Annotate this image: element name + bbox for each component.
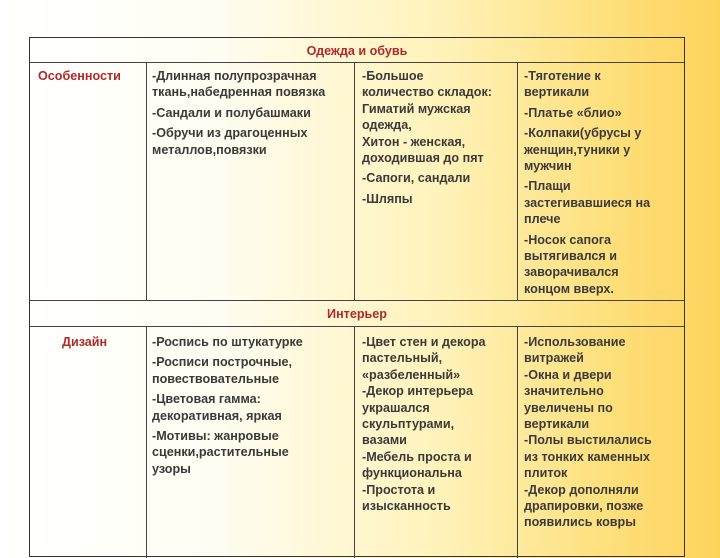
text-line: появились ковры bbox=[524, 515, 636, 530]
divider bbox=[517, 326, 518, 558]
text-line: -Носок сапога bbox=[524, 232, 612, 247]
divider bbox=[30, 300, 684, 301]
text-line: -Длинная полупрозрачная bbox=[152, 69, 317, 83]
text-line: металлов,повязки bbox=[152, 142, 267, 157]
text-line: -Росписи построчные, bbox=[152, 355, 292, 370]
cell-design-col2 bbox=[362, 334, 486, 514]
section-title-interior: Интерьер bbox=[327, 307, 387, 321]
text-line: -Мебель проста и bbox=[362, 449, 472, 464]
text-line: одежда, bbox=[362, 118, 412, 133]
text-line: сценки,растительные bbox=[152, 445, 289, 460]
text-line: -Декор интерьера bbox=[362, 384, 474, 399]
row-label-features: Особенности bbox=[38, 69, 121, 83]
text-line: мужчин bbox=[524, 159, 572, 174]
text-line: ткань,набедренная повязка bbox=[152, 85, 326, 100]
text-line: -Цветовая гамма: bbox=[152, 392, 261, 407]
text-line: значительно bbox=[524, 384, 604, 399]
text-line: количество складок: bbox=[362, 85, 492, 100]
section-title-clothing: Одежда и обувь bbox=[306, 44, 408, 58]
text-line: -Декор дополняли bbox=[524, 482, 639, 497]
text-line: -Платье «блио» bbox=[524, 105, 622, 120]
data-table bbox=[29, 37, 685, 557]
text-line: узоры bbox=[152, 461, 191, 476]
divider bbox=[30, 62, 684, 63]
text-line: -Окна и двери bbox=[524, 367, 612, 382]
text-line: плече bbox=[524, 212, 561, 227]
text-line: -Тяготение к bbox=[524, 69, 601, 83]
text-line: украшался bbox=[362, 400, 430, 415]
text-line: -Цвет стен и декора bbox=[362, 335, 486, 349]
text-line: Хитон - женская, bbox=[362, 134, 466, 149]
text-line: витражей bbox=[524, 351, 584, 366]
divider bbox=[146, 62, 147, 300]
cell-features-col1 bbox=[152, 68, 325, 158]
cell-design-col3 bbox=[524, 334, 652, 531]
text-line: заворачивался bbox=[524, 265, 619, 280]
row-label-design: Дизайн bbox=[62, 335, 108, 349]
text-line: -Использование bbox=[524, 335, 626, 349]
text-line: функциональна bbox=[362, 466, 462, 481]
text-line: пастельный, bbox=[362, 351, 443, 366]
text-line: -Простота и bbox=[362, 482, 436, 497]
text-line: -Сапоги, сандали bbox=[362, 171, 471, 186]
text-line: из тонких каменных bbox=[524, 449, 650, 464]
divider bbox=[354, 62, 355, 300]
text-line: изысканность bbox=[362, 499, 451, 514]
text-line: женщин,туники у bbox=[524, 142, 631, 157]
text-line: Гиматий мужская bbox=[362, 101, 471, 116]
text-line: плиток bbox=[524, 466, 568, 481]
divider bbox=[354, 326, 355, 558]
divider bbox=[146, 326, 147, 558]
text-line: «разбеленный» bbox=[362, 367, 461, 382]
text-line: застегивавшиеся на bbox=[524, 195, 651, 210]
text-line: -Роспись по штукатурке bbox=[152, 335, 303, 349]
cell-design-col1 bbox=[152, 334, 303, 477]
text-line: вытягивался и bbox=[524, 249, 618, 264]
text-line: скульптурами, bbox=[362, 417, 455, 432]
text-line: увеличены по bbox=[524, 400, 613, 415]
text-line: драпировки, позже bbox=[524, 499, 644, 514]
text-line: -Шляпы bbox=[362, 191, 413, 206]
text-line: -Мотивы: жанровые bbox=[152, 429, 279, 444]
text-line: декоративная, яркая bbox=[152, 408, 282, 423]
text-line: вертикали bbox=[524, 417, 590, 432]
text-line: -Обручи из драгоценных bbox=[152, 126, 308, 141]
cell-features-col3 bbox=[524, 68, 650, 297]
text-line: -Большое bbox=[362, 69, 424, 83]
text-line: доходившая до пят bbox=[362, 151, 484, 166]
text-line: вертикали bbox=[524, 85, 590, 100]
text-line: -Полы выстилались bbox=[524, 433, 652, 448]
text-line: вазами bbox=[362, 433, 407, 448]
cell-features-col2 bbox=[362, 68, 492, 207]
text-line: концом вверх. bbox=[524, 281, 614, 296]
text-line: -Сандали и полубашмаки bbox=[152, 105, 311, 120]
text-line: -Плащи bbox=[524, 179, 571, 194]
text-line: -Колпаки(убрусы у bbox=[524, 126, 642, 141]
text-line: повествовательные bbox=[152, 371, 280, 386]
divider bbox=[517, 62, 518, 300]
divider bbox=[30, 326, 684, 327]
